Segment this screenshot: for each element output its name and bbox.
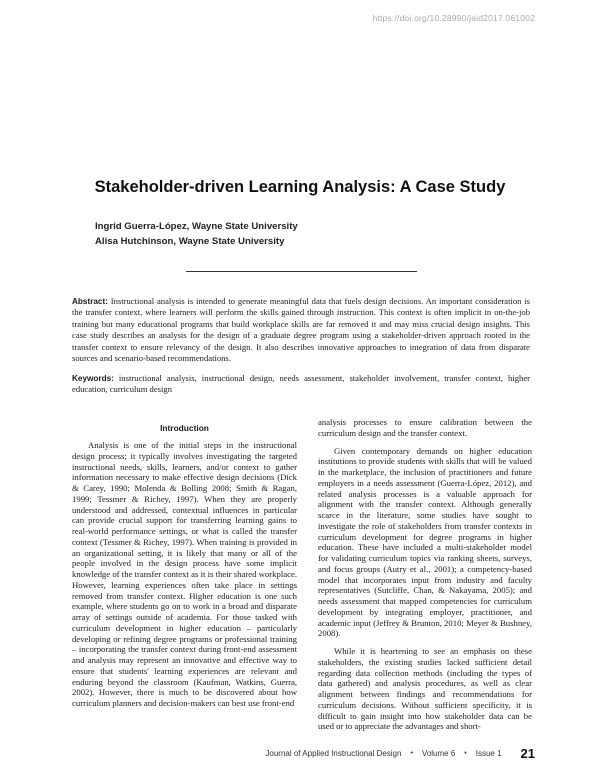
footer-separator: •: [410, 750, 413, 757]
author-2: Alisa Hutchinson, Wayne State University: [95, 236, 285, 247]
body-column-left: [72, 423, 297, 716]
abstract: [72, 296, 530, 364]
doi-link[interactable]: https://doi.org/10.28990/jaid2017.061002: [372, 13, 535, 23]
abstract-text: Instructional analysis is intended to generate meaningful data that fuels design decisions. An important consideration is the transfer context, where learners will perform the skills gained through instruction. This context is often implicit in on-the-job training but many educational programs that build workplace skills are far removed it and may miss crucial design insights. This case study describes an analysis for the design of a graduate degree program using a stakeholder-driven approach rooted in the transfer context to ensure relevancy of the design. It also describes innovative approaches to integration of data from disparate sources and scenario-based recommendations.: [72, 296, 530, 364]
page-footer: [265, 746, 535, 761]
footer-volume: Volume 6: [421, 749, 456, 758]
body-paragraph: Analysis is one of the initial steps in the instructional design process; it typically involves investigating the targeted instructional needs, skills, learners, and/or context to gather information necessary to make effective design decisions (Dick & Carey, 1990; Molenda & Bolling 2008; Smith & Ragan, 1999; Tessmer & Richey, 1997). When they are properly understood and addressed, contextual influences in particular can provide crucial support for transferring learning gains to real-world performance settings, or what is called the transfer context (Tessmer & Richey, 1997). When training is provided in an organizational setting, it is likely that many or all of the people involved in the design process have some implicit knowledge of the transfer context as it is their shared workplace. However, learning experiences often take place in settings removed from transfer context. Higher education is one such example, where students go on to work in a broad and disparate array of settings outside of academia. For those tasked with curriculum development in higher education – particularly developing or refining degree programs or professional training – incorporating the transfer context during front-end assessment and analysis may represent an innovative and effective way to ensure that students' learning experiences are relevant and enduring beyond the classroom (Kaufman, Watkins, Guerra, 2002). However, there is much to be discovered about how curriculum planners and decision-makers can best use front-end: [72, 440, 297, 708]
keywords-text: instructional analysis, instructional design, needs assessment, stakeholder involvement, transfer context, higher education, curriculum design: [72, 373, 531, 395]
body-paragraph: While it is heartening to see an emphasis on these stakeholders, the existing studies lacked sufficient detail regarding data collection methods (including the types of data gathered) and analysis procedures, as well as clear alignment between findings and recommendations for curriculum decisions. Without sufficient specificity, it is difficult to gain insight into how stakeholder data can be used or to appreciate the advantages and short-: [318, 646, 532, 732]
keywords: [72, 373, 530, 396]
body-paragraph: analysis processes to ensure calibration between the curriculum design and the transfer context.: [318, 417, 532, 438]
keywords-label: Keywords:: [72, 374, 114, 383]
footer-issue: Issue 1: [475, 749, 502, 758]
abstract-label: Abstract:: [72, 297, 108, 306]
body-column-right: [318, 417, 532, 739]
page-number: 21: [520, 746, 535, 761]
footer-journal: Journal of Applied Instructional Design: [265, 749, 402, 758]
section-heading-introduction: Introduction: [160, 423, 209, 433]
body-paragraph: Given contemporary demands on higher education institutions to provide students with skills that will be valued in the marketplace, the inclusion of practitioners and future employers in a needs assessment (Guerra-López, 2012), and related analysis processes is a valuable approach for alignment with the transfer context. Although generally scarce in the literature, some studies have sought to investigate the role of stakeholders from transfer contexts in curriculum development for degree programs in higher education. These have included a multi-stakeholder model for validating curriculum topics via ranking sheets, surveys, and focus groups (Autry et al., 2001); a competency-based model that incorporates input from industry and faculty representatives (Sutcliffe, Chan, & Nakayama, 2005); and needs assessment that mapped competencies for curriculum development by integrating employer, practitioner, and academic input (Jeffrey & Brunton, 2010; Meyer & Bushney, 2008).: [318, 445, 532, 639]
title-divider: [186, 271, 417, 272]
author-list: [95, 219, 298, 249]
author-1: Ingrid Guerra-López, Wayne State University: [95, 221, 298, 232]
footer-separator: •: [464, 750, 467, 757]
paper-title: Stakeholder-driven Learning Analysis: A Case Study: [94, 178, 506, 196]
